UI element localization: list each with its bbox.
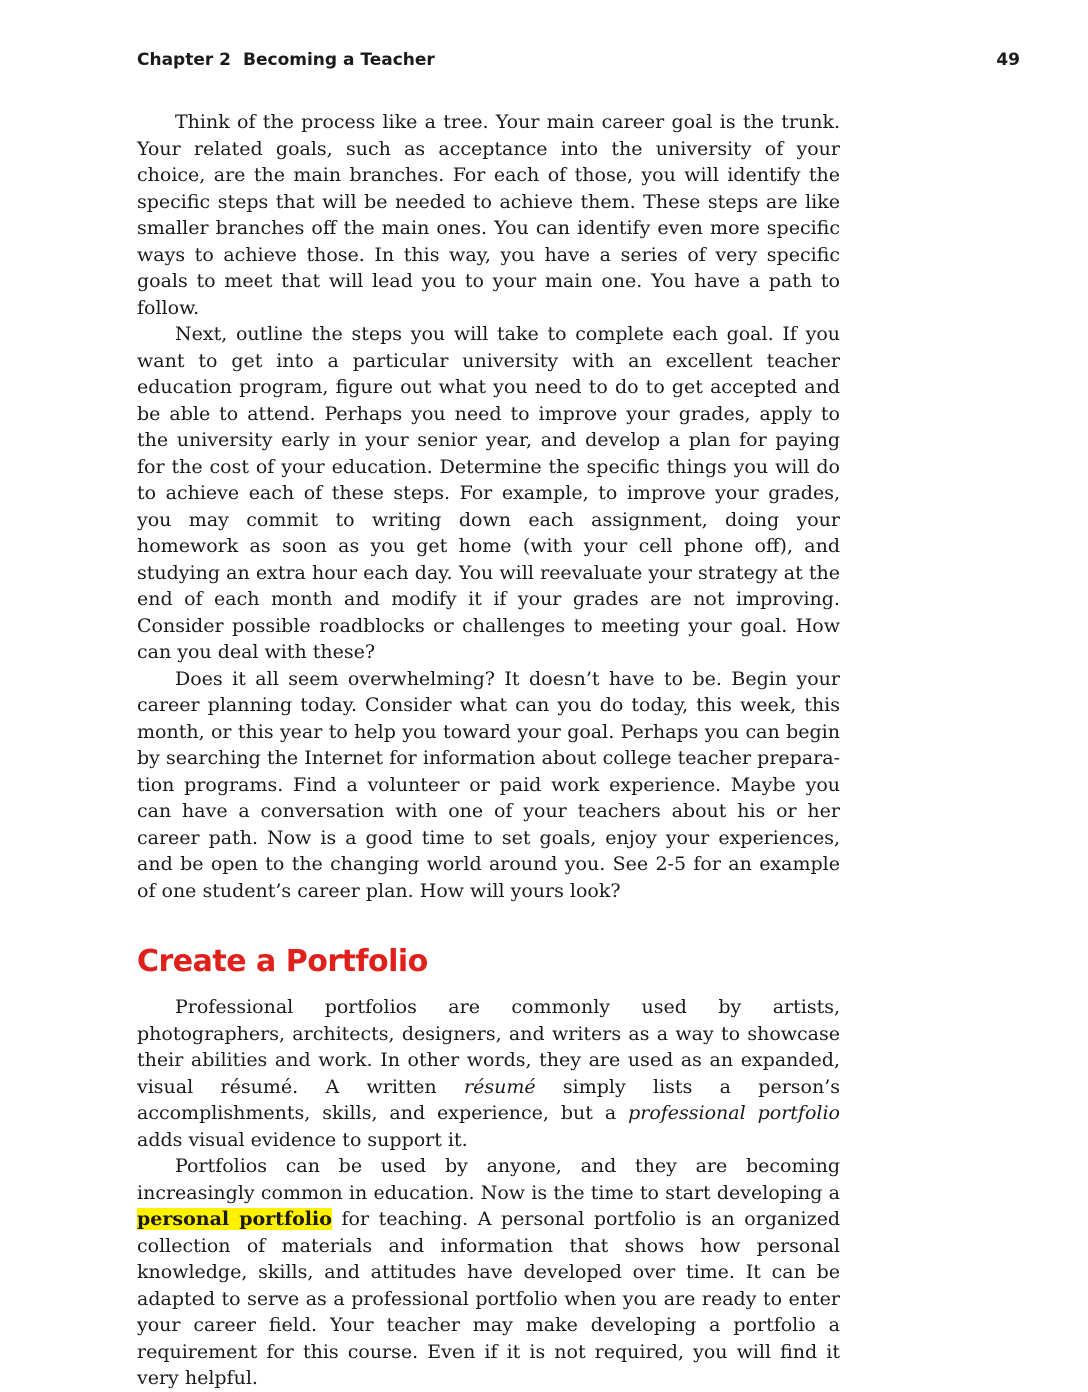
body-paragraph: Think of the process like a tree. Your main career goal is the trunk. Your related goals, such as acceptance into the university of your choice, are the main branches. For each of those, you will identify the specific steps that will be needed to achieve them. These steps are like smaller branches off the main ones. You can identify even more specific ways to achieve those. In this way, you have a series of very specific goals to meet that will lead you to your main one. You have a path to follow. [137, 111, 840, 319]
text-run: Professional portfolios are commonly used by artists, photographers, architects, designers, and writers as a way to showcase their abilities and work. In other words, they are used as an expanded, visual résumé. A written [137, 996, 840, 1098]
text-column [137, 109, 840, 1392]
chapter-number: Chapter 2 [137, 50, 232, 70]
body-paragraph [137, 994, 840, 1153]
highlighted-key-term: personal portfolio [137, 1208, 332, 1230]
text-run: Portfolios can be used by anyone, and they are becoming increasingly common in education. Now is the time to start developing a [137, 1155, 840, 1204]
body-paragraph: Next, outline the steps you will take to complete each goal. If you want to get into a particular university with an excellent teacher education program, figure out what you need to do to get accepted and be able to attend. Perhaps you need to improve your grades, apply to the university early in your senior year, and develop a plan for paying for the cost of your education. Determine the specific things you will do to achieve each of these steps. For example, to improve your grades, you may commit to writing down each assignment, doing your homework as soon as you get home (with your cell phone off), and studying an extra hour each day. You will reevaluate your strategy at the end of each month and modify it if your grades are not improving. Consider possible roadblocks or challenges to meeting your goal. How can you deal with these? [137, 323, 840, 663]
body-paragraph: Does it all seem overwhelming? It doesn’t have to be. Begin your career planning today. Consider what can you do today, this week, this month, or this year to help you toward your goal. Perhaps you can begin by searching the Internet for information about college teacher preparation programs. Find a volunteer or paid work experience. Maybe you can have a conversation with one of your teachers about his or her career path. Now is a good time to set goals, enjoy your experiences, and be open to the changing world around you. See 2-5 for an example of one student’s career plan. How will yours look? [137, 667, 840, 902]
italic-term: professional portfolio [628, 1102, 840, 1124]
text-run: adds visual evidence to support it. [137, 1128, 468, 1151]
running-head [137, 50, 1020, 76]
page-number: 49 [996, 50, 1020, 70]
italic-term: résumé [464, 1075, 536, 1098]
chapter-label [137, 50, 435, 70]
section-heading: Create a Portfolio [137, 944, 428, 979]
text-run: simply lists a person’s accomplishments, skills, and experience, but a [137, 1075, 840, 1124]
body-paragraph [137, 1153, 840, 1392]
chapter-title: Becoming a Teacher [243, 50, 435, 70]
text-run: for teaching. A personal portfolio is an organized collection of materials and information that shows how personal knowledge, skills, and attitudes have developed over time. It can be adapted to serve as a professional portfolio when you are ready to enter your career field. Your teacher may make developing a portfolio a requirement for this course. Even if it is not required, you will find it very helpful. [137, 1208, 840, 1389]
